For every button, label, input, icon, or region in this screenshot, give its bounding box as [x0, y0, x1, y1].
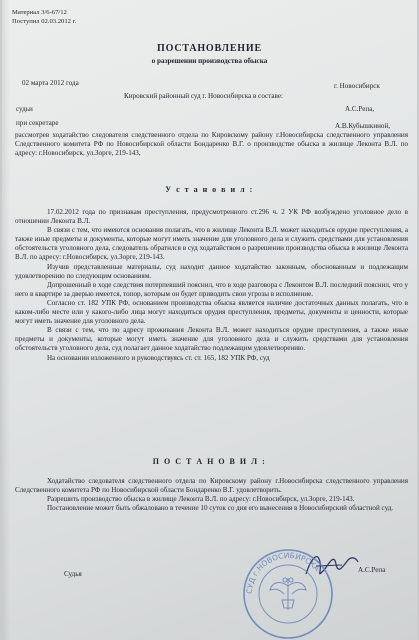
judge-label: судьи: [16, 105, 33, 113]
date-line: 02 марта 2012 года: [22, 79, 79, 87]
body-paragraph: Изучив представленные материалы, суд находит данное ходатайство законным, обоснованным и подлежащим удовлетворению по следующим основаниям.: [15, 262, 408, 280]
resolution-section: [15, 477, 408, 513]
registration-meta: [12, 8, 76, 26]
intro-text: рассмотрев ходатайство следователя следственного отдела по Кировскому району г.Новосибирска следственного управления Следственного комитета РФ по Новосибирской области Бондаренко В.Г. о производстве обыска в жилище Леконта В.Л. по адресу: г.Новосибирск, ул.Зорге, 219-143,: [15, 131, 408, 158]
resolution-paragraph: Постановление может быть обжаловано в течение 10 суток со дня его вынесения в Новосибирский областной суд.: [47, 504, 394, 513]
established-heading: У с т а н о в и л :: [165, 185, 254, 194]
body-section: [15, 208, 408, 363]
resolution-paragraph: Ходатайство следователя следственного отдела по Кировскому району г.Новосибирска следственного управления Следственного комитета РФ по Новосибирской области Бондаренко В.Г. удовлетворить.: [15, 477, 408, 495]
body-paragraph: В связи с тем, что по адресу проживания Леконта В.Л. может находиться орудие преступления, а также иные предметы и документы, которые могут иметь значение для уголовного дела и служить средствами для установления обстоятельств уголовного дела, суд полагает данное ходатайство подлежащим удовлетворению.: [15, 326, 408, 353]
body-paragraph: Допрошенный в ходе следствия потерпевший пояснил, что в ходе разговора с Леконтом В.Л. последний пояснил, что у него в квартире за дверью имеется, топор, которым он будет приводить свои угрозы в исполнение.: [15, 280, 408, 298]
body-paragraph: 17.02.2012 года по признакам преступления, предусмотренного ст.296 ч. 2 УК РФ возбуждено уголовное дело в отношении Леконта В.Л.: [15, 208, 408, 226]
body-paragraph: Согласно ст. 182 УПК РФ, основанием производства обыска является наличие достаточных данных полагать, что в каком-либо месте или у какого-либо лица могут находиться орудия преступления, предметы, документы и ценности, которые могут иметь значение для уголовного дела.: [15, 298, 408, 326]
page-shadow: [2, 0, 10, 640]
received-date: Поступил 02.03.2012 г.: [12, 18, 77, 25]
court-seal-icon: [242, 548, 334, 640]
court-line: Кировский районный суд г. Новосибирска в составе:: [124, 92, 283, 100]
seal-ring-text: СУД г.НОВОСИБИРСКА: [244, 550, 322, 595]
document-title: ПОСТАНОВЛЕНИЕ: [157, 43, 262, 54]
signature-name: А.С.Репа: [358, 566, 386, 574]
document-subtitle: о разрешении производства обыска: [151, 57, 268, 65]
seal-emblem-icon: [270, 578, 306, 610]
document-page: [2, 0, 417, 640]
body-paragraph: На основании изложенного и руководствуясь ст. ст. 165, 182 УПК РФ, суд: [47, 353, 270, 362]
city-line: г. Новосибирск: [334, 82, 380, 90]
judge-name: А.С.Репа,: [345, 105, 375, 113]
resolved-heading: П О С Т А Н О В И Л :: [152, 457, 267, 466]
intro-paragraph: [15, 131, 408, 158]
signature-label: Судья: [64, 570, 82, 578]
secretary-label: при секретаре: [16, 119, 59, 127]
body-paragraph: В связи с тем, что имеются основания полагать, что в жилище Леконта В.Л. может находиться орудие преступления, а также иные предметы и документы, которые могут иметь значение для уголовного дела и служить средствами для установления обстоятельств уголовного дела, следователь обратился в суд ходатайством о разрешении производства обыска в жилище Леконта В.Л. по адресу: г.Новосибирск, ул.Зорге, 219-143.: [15, 226, 408, 262]
secretary-name: А.В.Кубышкиной,: [335, 122, 391, 130]
resolution-paragraph: Разрешить производство обыска в жилище Леконта В.Л. по адресу: г.Новосибирск, ул.Зорге, 219-143.: [47, 495, 355, 504]
material-number: Материал 3/6-67/12: [12, 9, 67, 16]
